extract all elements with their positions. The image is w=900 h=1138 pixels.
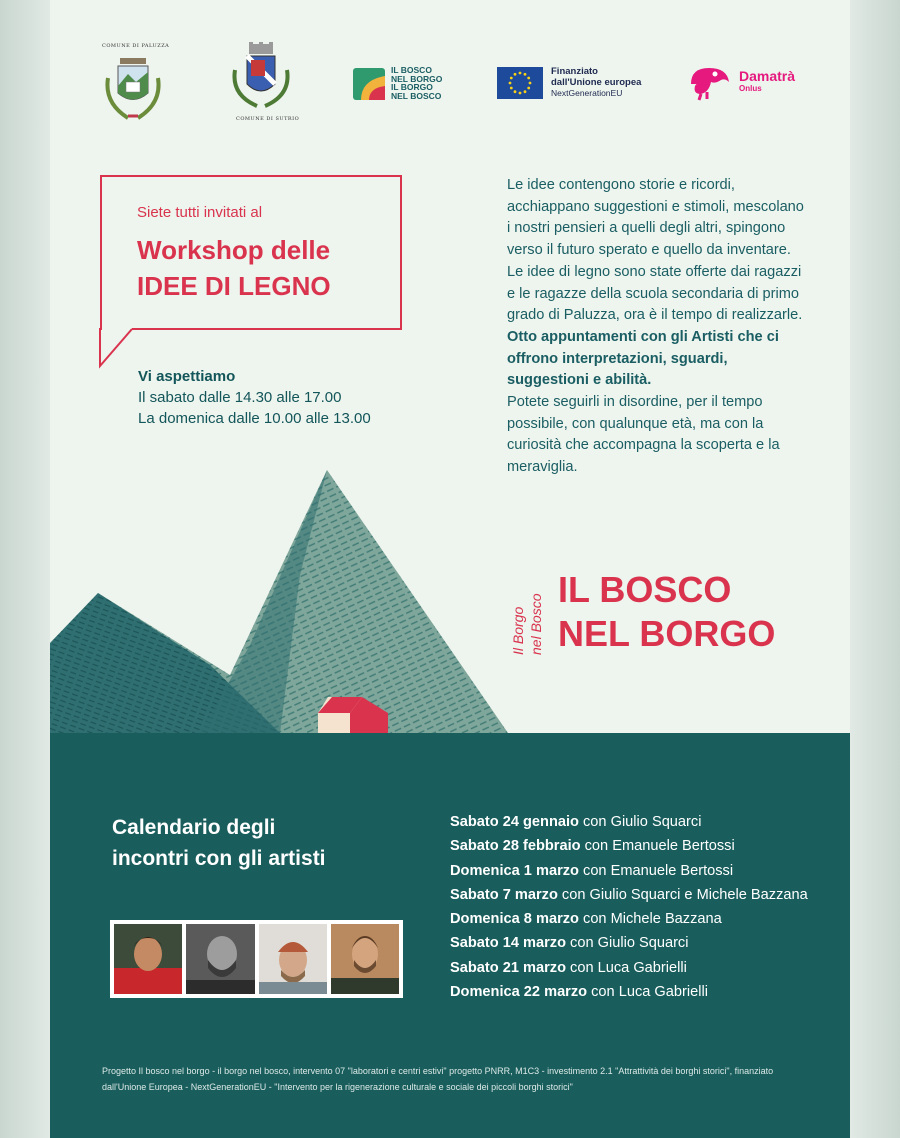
event-artists: con Emanuele Bertossi bbox=[578, 862, 734, 879]
paluzza-label: COMUNE DI PALUZZA bbox=[102, 43, 170, 49]
brand-side-line: Il Borgo bbox=[510, 606, 526, 655]
event-date: Sabato 28 febbraio bbox=[450, 838, 581, 855]
event-artists: con Giulio Squarci bbox=[578, 814, 702, 830]
event-date: Sabato 7 marzo bbox=[450, 886, 558, 903]
artist-photo bbox=[331, 924, 399, 994]
event-date: Sabato 24 gennaio bbox=[450, 814, 579, 830]
event-date: Domenica 8 marzo bbox=[450, 911, 579, 928]
workshop-title bbox=[137, 232, 331, 304]
calendar-title-line: incontri con gli artisti bbox=[112, 847, 326, 870]
bosco-line: IL BORGO bbox=[391, 82, 433, 93]
brand-title-line: NEL BORGO bbox=[558, 613, 776, 654]
brand-side-text bbox=[509, 594, 545, 655]
description-highlight: Otto appuntamenti con gli Artisti che ci offrono interpretazioni, sguardi, suggestioni e abilità. bbox=[507, 328, 779, 389]
event-item bbox=[450, 931, 808, 955]
logo-bar bbox=[50, 40, 850, 130]
event-item bbox=[450, 810, 808, 834]
damatra-sub: Onlus bbox=[739, 84, 762, 93]
event-item bbox=[450, 907, 808, 931]
event-artists: con Emanuele Bertossi bbox=[580, 838, 735, 855]
eu-line: dall'Unione europea bbox=[551, 77, 642, 88]
calendar-title-line: Calendario degli bbox=[112, 816, 276, 839]
poster bbox=[50, 0, 850, 1138]
eu-line: NextGenerationEU bbox=[551, 88, 623, 98]
sutrio-crest-logo bbox=[225, 40, 300, 122]
footer-note: Progetto Il bosco nel borgo - il borgo nel bosco, intervento 07 "laboratori e centri estivi" progetto PNRR, M1C3 - investimento 2.1 "Attrattività dei borghi storici", finanziato dall'Unione Europea - NextGenerationEU - "Intervento per la rigenerazione culturale e sociale dei piccoli borghi storici" bbox=[102, 1066, 774, 1092]
event-date: Sabato 14 marzo bbox=[450, 935, 566, 952]
event-artists: con Giulio Squarci e Michele Bazzana bbox=[557, 886, 808, 903]
bosco-leaf-icon bbox=[353, 68, 385, 100]
sutrio-label: COMUNE DI SUTRIO bbox=[236, 116, 300, 122]
event-artists: con Michele Bazzana bbox=[578, 911, 722, 928]
event-item bbox=[450, 956, 808, 980]
artist-photo bbox=[259, 924, 327, 994]
damatra-name: Damatrà bbox=[739, 68, 796, 84]
paluzza-crest-logo bbox=[98, 40, 168, 122]
bosco-line: NEL BOSCO bbox=[391, 90, 442, 101]
event-item bbox=[450, 859, 808, 883]
event-date: Domenica 1 marzo bbox=[450, 862, 579, 879]
wood-mountains-illustration bbox=[50, 465, 520, 735]
description-paragraph: Le idee contengono storie e ricordi, acchiappano suggestioni e stimoli, mescolano i nostri pensieri a quelli degli altri, spingono verso il futuro sperato e quello da inventare. bbox=[507, 177, 804, 259]
event-date: Sabato 21 marzo bbox=[450, 959, 566, 976]
description-text bbox=[507, 175, 807, 479]
workshop-title-line: IDEE DI LEGNO bbox=[137, 271, 331, 301]
saturday-hours: Il sabato dalle 14.30 alle 17.00 bbox=[138, 389, 342, 406]
event-date: Domenica 22 marzo bbox=[450, 984, 588, 1001]
event-item bbox=[450, 834, 808, 858]
bosco-line: IL BOSCO bbox=[391, 65, 432, 75]
event-item bbox=[450, 883, 808, 907]
opening-hours bbox=[138, 366, 371, 429]
eu-flag-icon bbox=[497, 67, 543, 99]
sunday-hours: La domenica dalle 10.00 alle 13.00 bbox=[138, 410, 371, 427]
workshop-title-line: Workshop delle bbox=[137, 235, 331, 265]
invite-pretitle: Siete tutti invitati al bbox=[137, 204, 263, 221]
chameleon-icon bbox=[685, 62, 733, 102]
brand-title-line: IL BOSCO bbox=[558, 569, 732, 610]
event-artists: con Luca Gabrielli bbox=[565, 959, 687, 976]
event-artists: con Luca Gabrielli bbox=[587, 984, 708, 1001]
event-artists: con Giulio Squarci bbox=[565, 935, 689, 952]
description-paragraph: Potete seguirli in disordine, per il tempo possibile, con qualunque età, ma con la curiosità che accompagna la scoperta e la meraviglia. bbox=[507, 394, 780, 476]
artist-photos bbox=[110, 920, 403, 998]
event-list bbox=[450, 810, 808, 1004]
bosco-borgo-logo bbox=[353, 66, 463, 102]
description-paragraph: Le idee di legno sono state offerte dai ragazzi e le ragazze della scuola secondaria di primo grado di Paluzza, ora è il tempo di realizzarle. bbox=[507, 263, 803, 324]
calendar-title bbox=[112, 812, 326, 874]
eu-line: Finanziato bbox=[551, 66, 598, 77]
brand-title bbox=[558, 568, 775, 656]
brand-side-line: nel Bosco bbox=[528, 593, 544, 655]
invite-box-bottom-border bbox=[132, 328, 402, 330]
artist-photo bbox=[114, 924, 182, 994]
speech-tail-icon bbox=[98, 328, 138, 370]
hours-heading: Vi aspettiamo bbox=[138, 368, 236, 385]
damatra-logo bbox=[685, 62, 815, 104]
eu-funding-logo bbox=[497, 65, 657, 101]
event-item bbox=[450, 980, 808, 1004]
artist-photo bbox=[186, 924, 254, 994]
bosco-line: NEL BORGO bbox=[391, 73, 443, 84]
